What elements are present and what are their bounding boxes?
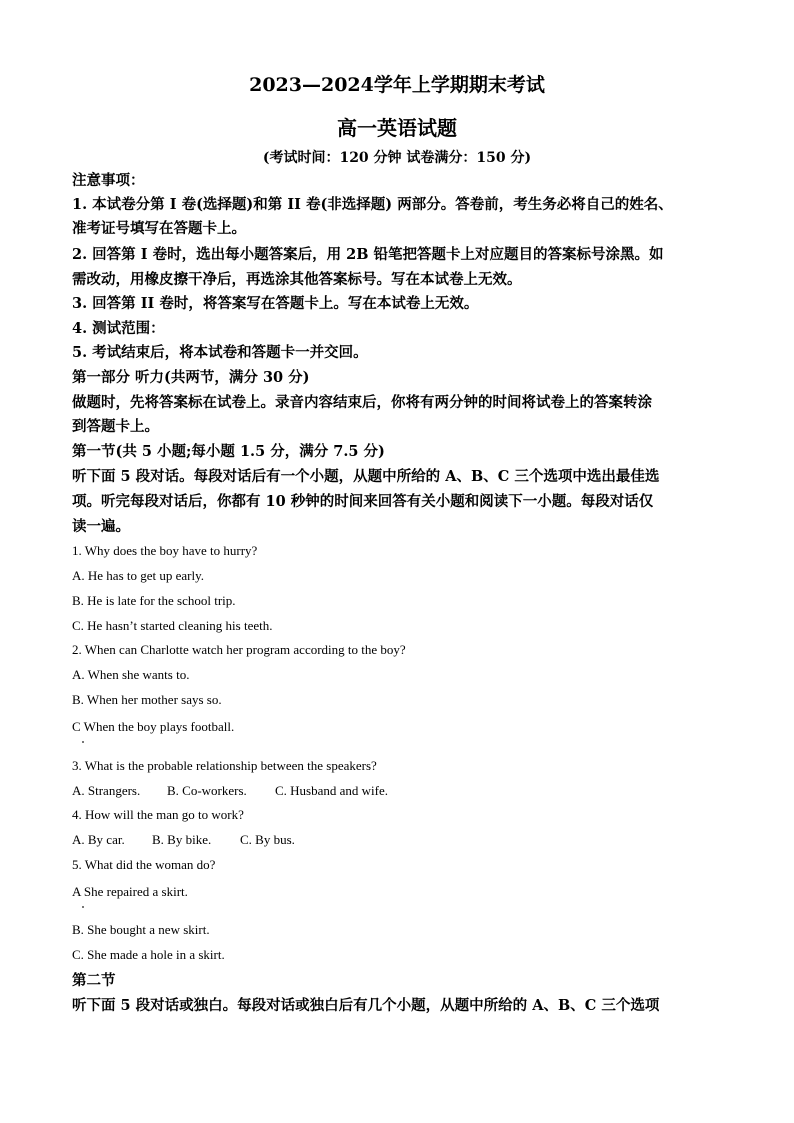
part1-heading: 第一部分 听力(共两节，满分 30 分) xyxy=(72,369,310,386)
answer-option: B. When her mother says so. xyxy=(72,692,222,707)
answer-option: A She repaired a skirt. xyxy=(72,884,188,899)
answer-option: B. She bought a new skirt. xyxy=(72,922,210,937)
notes-line: 4. 测试范围： xyxy=(72,320,165,337)
answer-option: B. He is late for the school trip. xyxy=(72,593,236,608)
section1-instruction: 读一遍。 xyxy=(72,518,130,535)
answer-option: A. When she wants to. xyxy=(72,667,190,682)
exam-subtitle: 高一英语试题 xyxy=(337,116,457,140)
stray-mark xyxy=(82,741,84,743)
notes-line: 准考证号填写在答题卡上。 xyxy=(72,220,246,237)
part1-instruction: 做题时，先将答案标在试卷上。录音内容结束后，你将有两分钟的时间将试卷上的答案转涂 xyxy=(72,394,652,411)
answer-option: C. By bus. xyxy=(240,832,295,847)
part1-instruction: 到答题卡上。 xyxy=(72,418,159,435)
answer-options-row xyxy=(72,781,722,801)
answer-option: B. Co-workers. xyxy=(167,783,247,798)
answer-option: A. He has to get up early. xyxy=(72,568,205,583)
answer-option: A. By car. xyxy=(72,832,125,847)
notes-line: 5. 考试结束后，将本试卷和答题卡一并交回。 xyxy=(72,344,368,361)
section2-instruction: 听下面 5 段对话或独白。每段对话或独白后有几个小题，从题中所给的 A、B、C 三个选项 xyxy=(72,997,660,1014)
notes-line: 1. 本试卷分第 I 卷(选择题)和第 II 卷(非选择题) 两部分。答卷前，考生务必将自己的姓名、 xyxy=(72,196,673,213)
answer-option: C. Husband and wife. xyxy=(275,783,389,798)
exam-title: 2023—2024学年上学期期末考试 xyxy=(249,74,545,96)
section2-heading: 第二节 xyxy=(72,972,116,989)
question-stem: 1. Why does the boy have to hurry? xyxy=(72,543,258,558)
stray-mark xyxy=(82,906,84,908)
answer-option: C. He hasn’t started cleaning his teeth. xyxy=(72,618,273,633)
answer-options-row xyxy=(72,830,722,850)
answer-option: A. Strangers. xyxy=(72,783,141,798)
answer-option: C When the boy plays football. xyxy=(72,719,235,734)
question-stem: 2. When can Charlotte watch her program according to the boy? xyxy=(72,642,406,657)
section1-instruction: 项。听完每段对话后，你都有 10 秒钟的时间来回答有关小题和阅读下一小题。每段对话仅 xyxy=(72,493,654,510)
answer-option: B. By bike. xyxy=(152,832,212,847)
question-stem: 3. What is the probable relationship between the speakers? xyxy=(72,758,377,773)
section1-instruction: 听下面 5 段对话。每段对话后有一个小题，从题中所给的 A、B、C 三个选项中选出最佳选 xyxy=(72,468,660,485)
section1-heading: 第一节(共 5 小题;每小题 1.5 分，满分 7.5 分) xyxy=(72,443,385,460)
answer-option: C. She made a hole in a skirt. xyxy=(72,947,225,962)
notes-line: 2. 回答第 I 卷时，选出每小题答案后，用 2B 铅笔把答题卡上对应题目的答案标号涂黑。如 xyxy=(72,246,664,263)
notes-heading: 注意事项： xyxy=(72,172,145,189)
notes-line: 需改动，用橡皮擦干净后，再选涂其他答案标号。写在本试卷上无效。 xyxy=(72,271,522,288)
question-stem: 5. What did the woman do? xyxy=(72,857,216,872)
exam-info: (考试时间：120 分钟 试卷满分：150 分) xyxy=(262,150,532,166)
notes-line: 3. 回答第 II 卷时，将答案写在答题卡上。写在本试卷上无效。 xyxy=(72,295,479,312)
question-stem: 4. How will the man go to work? xyxy=(72,807,244,822)
